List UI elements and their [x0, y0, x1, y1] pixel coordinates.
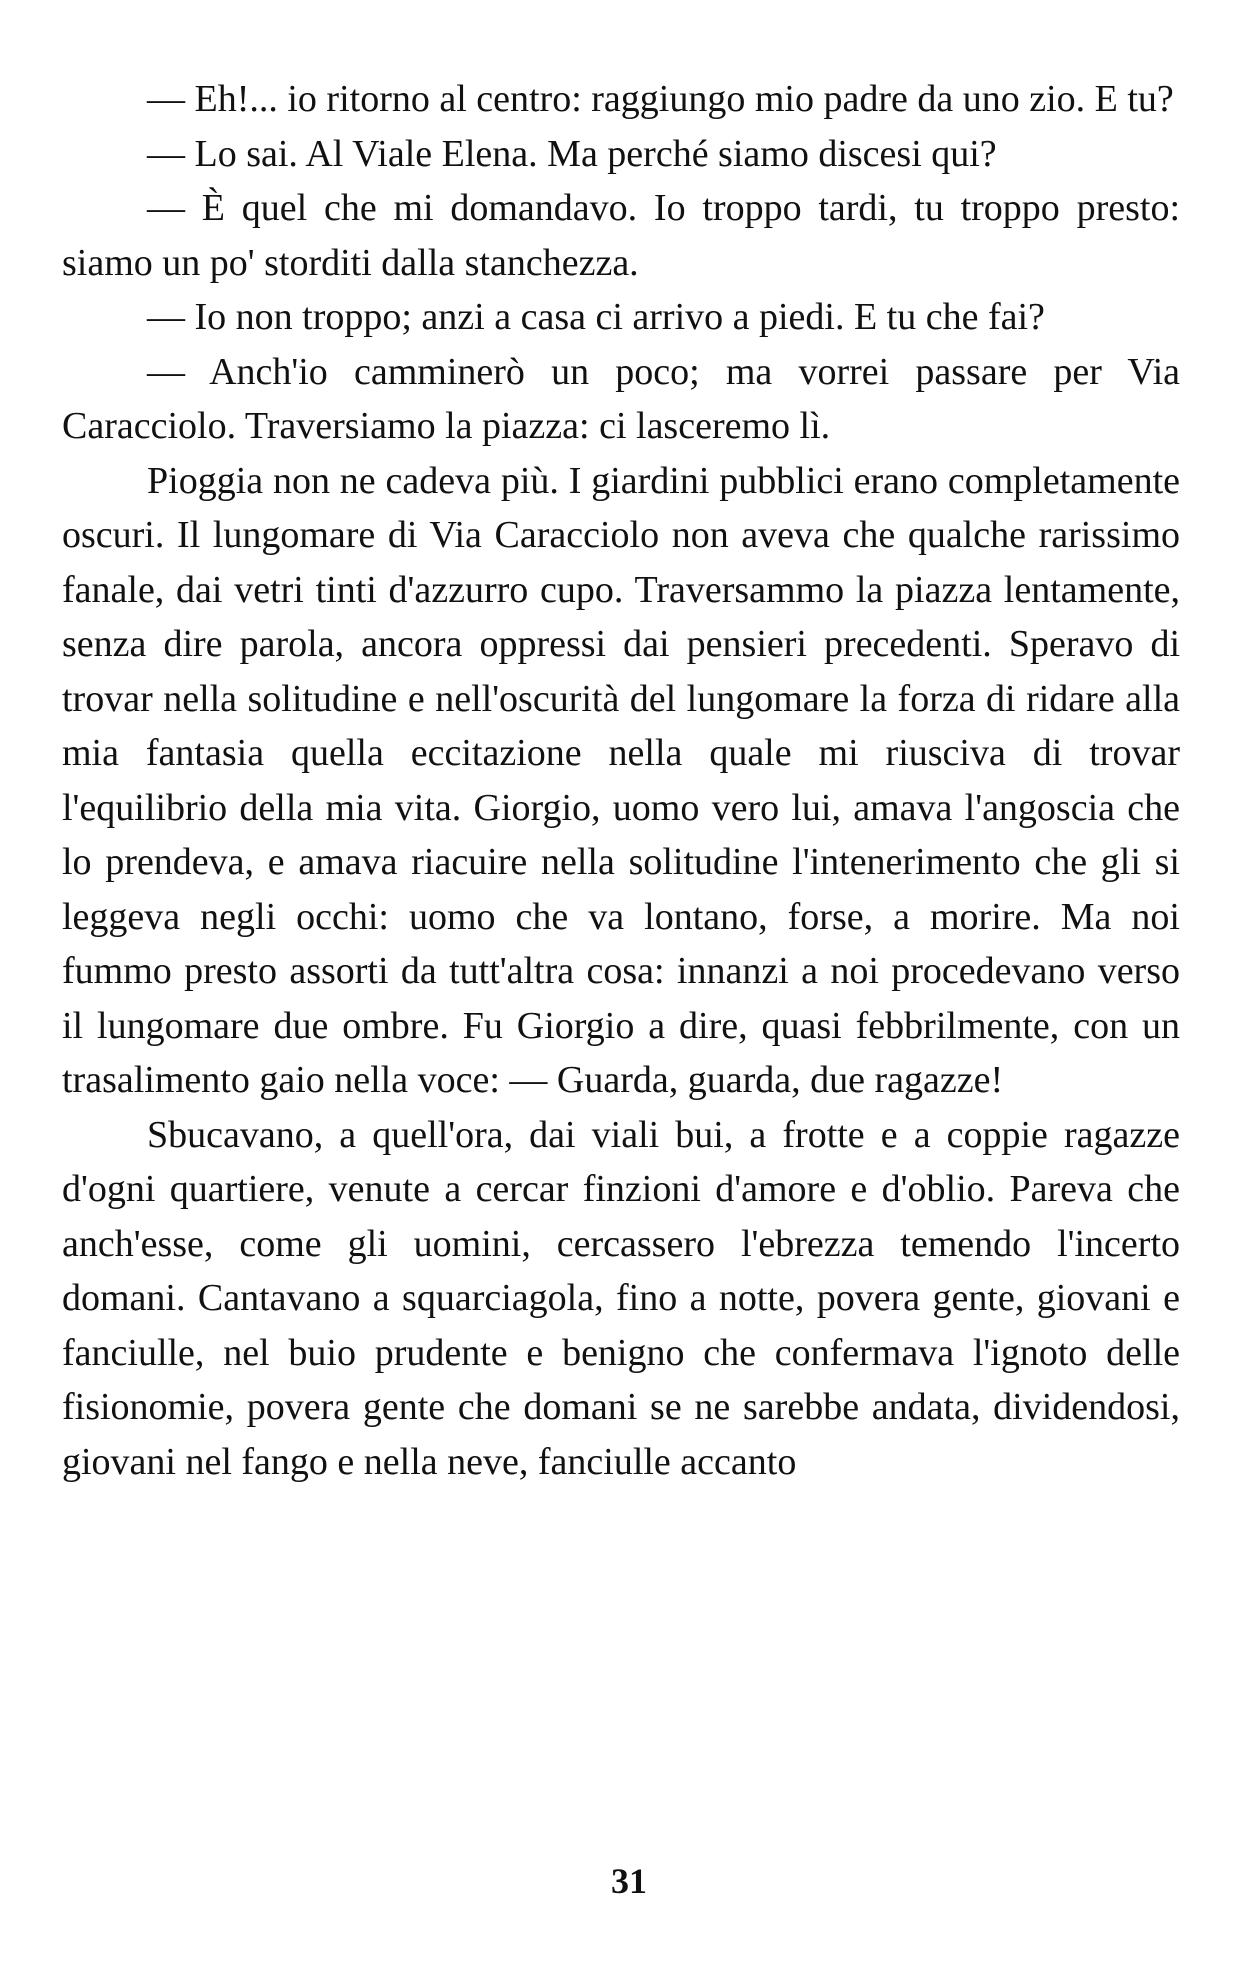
- narrative-paragraph: Sbucavano, a quell'ora, dai viali bui, a frotte e a coppie ragazze d'ogni quartiere, venute a cercar finzioni d'amore e d'oblio. Pareva che anch'esse, come gli uomini, cercassero l'ebrezza temendo l'incerto domani. Cantavano a squarciagola, fino a notte, povera gente, giovani e fanciulle, nel buio prudente e benigno che confermava l'ignoto delle fisionomie, povera gente che domani se ne sarebbe andata, dividendosi, giovani nel fango e nella neve, fanciulle accanto: [62, 1113, 1180, 1483]
- body-text: [62, 72, 1180, 1489]
- dialogue-paragraph: — È quel che mi domandavo. Io troppo tardi, tu troppo presto: siamo un po' storditi dalla stanchezza.: [62, 187, 1180, 284]
- dialogue-paragraph: — Lo sai. Al Viale Elena. Ma perché siamo discesi qui?: [147, 132, 997, 175]
- dialogue-paragraph: — Eh!... io ritorno al centro: raggiungo mio padre da uno zio. E tu?: [147, 78, 1174, 120]
- dialogue-paragraph: — Io non troppo; anzi a casa ci arrivo a piedi. E tu che fai?: [147, 296, 1045, 338]
- narrative-paragraph: Pioggia non ne cadeva più. I giardini pubblici erano completamente oscuri. Il lungomare di Via Caracciolo non aveva che qualche rarissimo fanale, dai vetri tinti d'azzurro cupo. Traversammo la piazza lentamente, senza dire parola, ancora oppressi dai pensieri precedenti. Speravo di trovar nella solitudine e nell'oscurità del lungomare la forza di ridare alla mia fantasia quella eccitazione nella quale mi riusciva di trovar l'equilibrio della mia vita. Giorgio, uomo vero lui, amava l'angoscia che lo prendeva, e amava riacuire nella solitudine l'intenerimento che gli si leggeva negli occhi: uomo che va lontano, forse, a morire. Ma noi fummo presto assorti da tutt'altra cosa: innanzi a noi procedevano verso il lungomare due ombre. Fu Giorgio a dire, quasi febbrilmente, con un trasalimento gaio nella voce: — Guarda, guarda, due ragazze!: [62, 459, 1180, 1101]
- dialogue-paragraph: — Anch'io camminerò un poco; ma vorrei passare per Via Caracciolo. Traversiamo la piazza: ci lasceremo lì.: [62, 350, 1180, 447]
- page-number: 31: [611, 1861, 647, 1901]
